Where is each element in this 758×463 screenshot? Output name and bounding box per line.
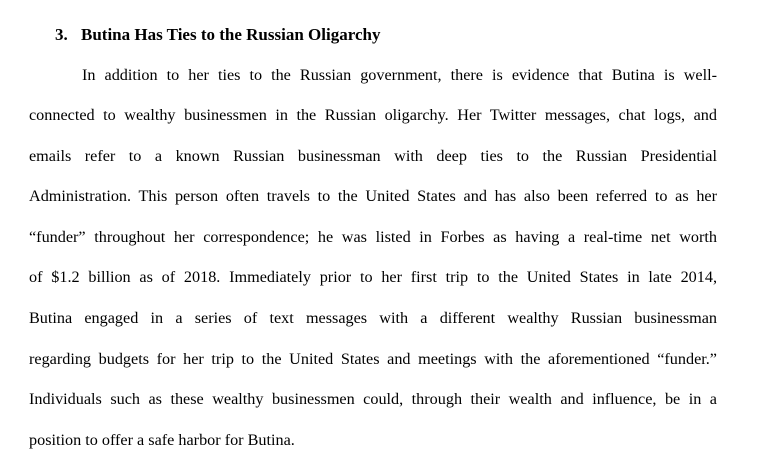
section-number: 3. — [55, 25, 68, 44]
paragraph-line: position to offer a safe harbor for Butina. — [29, 431, 295, 449]
paragraph-line: In addition to her ties to the Russian government, there is evidence that Butina is well- — [82, 66, 717, 84]
paragraph-line: “funder” throughout her correspondence; he was listed in Forbes as having a real-time net worth — [29, 228, 717, 246]
paragraph-line: Individuals such as these wealthy businessmen could, through their wealth and influence, be in a — [29, 390, 717, 408]
paragraph-line: of $1.2 billion as of 2018. Immediately prior to her first trip to the United States in late 2014, — [29, 268, 717, 286]
paragraph-line: Butina engaged in a series of text messages with a different wealthy Russian businessman — [29, 309, 717, 327]
paragraph-line: emails refer to a known Russian businessman with deep ties to the Russian Presidential — [29, 147, 717, 165]
paragraph-line: regarding budgets for her trip to the United States and meetings with the aforementioned “funder.” — [29, 350, 717, 368]
paragraph-line: Administration. This person often travels to the United States and has also been referred to as her — [29, 187, 717, 205]
section-title: Butina Has Ties to the Russian Oligarchy — [81, 25, 381, 44]
section-heading — [55, 24, 380, 46]
paragraph-line: connected to wealthy businessmen in the Russian oligarchy. Her Twitter messages, chat logs, and — [29, 106, 717, 124]
